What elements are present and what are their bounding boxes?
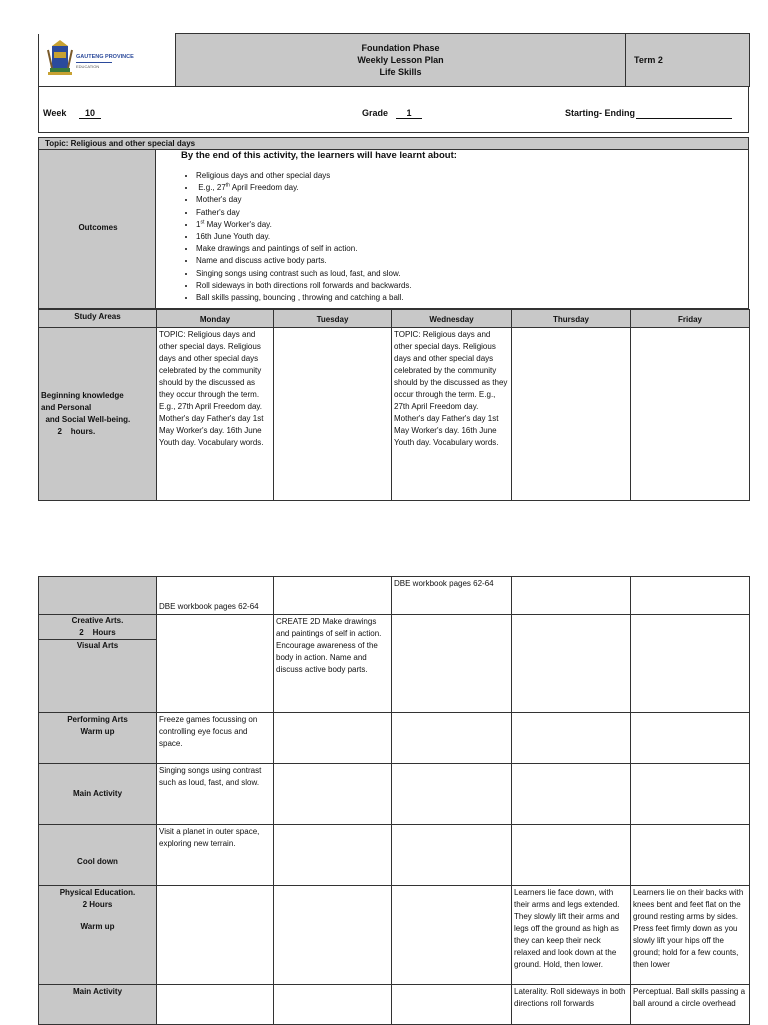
title-line-3: Life Skills — [379, 67, 422, 77]
creative-monday — [157, 615, 274, 713]
cool-down-label: Cool down — [39, 825, 157, 886]
performing-warmup-label: Warm up — [80, 727, 115, 736]
outcome-item: • Make drawings and paintings of self in action. — [196, 243, 748, 255]
starting-ending-label: Starting- Ending — [565, 108, 635, 118]
pe-monday — [157, 886, 274, 985]
bk-label-4: 2 hours. — [53, 427, 96, 436]
bk-wednesday-cell — [392, 328, 512, 501]
bk-monday-text: TOPIC: Religious days and other special days. Religious days and other special days celebrated by the community should by the discussed as they occur through the term. E.g., 27th April Freedom day. Mother's day Father's day 1st May Worker's day. 16th June Youth day. Vocabulary words. — [159, 330, 264, 447]
day-header-tuesday: Tuesday — [274, 310, 392, 328]
outcome-item: • Father's day — [196, 207, 748, 219]
creative-wednesday — [392, 615, 512, 713]
bk-label-1: Beginning knowledge — [41, 391, 124, 400]
starting-ending-blank — [636, 108, 732, 119]
cool-down-monday: Visit a planet in outer space, exploring new terrain. — [157, 825, 274, 886]
grade-value: 1 — [396, 108, 422, 119]
main-activity-2-thursday: Laterality. Roll sideways in both directions roll forwards — [512, 985, 631, 1025]
topic-text: Topic: Religious and other special days — [45, 139, 196, 148]
main-activity-2-friday: Perceptual. Ball skills passing a ball around a circle overhead — [631, 985, 750, 1025]
day-header-thursday: Thursday — [512, 310, 631, 328]
main-activity-thursday — [512, 764, 631, 825]
outcomes-content-cell — [156, 150, 749, 309]
creative-friday — [631, 615, 750, 713]
bk-label-2: and Personal — [41, 403, 92, 412]
day-header-friday: Friday — [631, 310, 750, 328]
logo-subtext: EDUCATION — [76, 64, 100, 69]
week-label: Week — [43, 108, 67, 118]
pe-tuesday — [274, 886, 392, 985]
topic-row — [38, 137, 749, 150]
pe-warmup-label: Warm up — [80, 922, 115, 931]
creative-arts-label: Creative Arts. — [71, 616, 124, 625]
gauteng-logo — [44, 38, 134, 86]
main-activity-wednesday — [392, 764, 512, 825]
logo-line — [76, 62, 112, 63]
pe-label: Physical Education. — [59, 888, 136, 897]
week-row — [38, 87, 749, 133]
outcomes-label-cell — [38, 150, 156, 309]
pe-friday: Learners lie on their backs with knees bent and feet flat on the ground resting arms by sides. Press feet firmly down as you slowly lift your hips off the ground; hold for a few counts, then lower — [631, 886, 750, 985]
cool-down-tuesday — [274, 825, 392, 886]
bk-label-cell — [39, 328, 157, 501]
performing-wednesday — [392, 713, 512, 764]
title-cell — [176, 34, 626, 87]
pe-hours: 2 Hours — [82, 900, 113, 909]
main-activity-monday: Singing songs using contrast such as loud, fast, and slow. — [157, 764, 274, 825]
week-value: 10 — [79, 108, 101, 119]
lesson-plan-table-1 — [38, 33, 750, 87]
study-areas-header: Study Areas — [39, 310, 157, 328]
bk-friday-cell — [631, 328, 750, 501]
outcome-item: • 16th June Youth day. — [196, 231, 748, 243]
bk-label-3: and Social Well-being. — [41, 415, 131, 424]
bk-monday-cell — [157, 328, 274, 501]
t2-row1-friday — [631, 577, 750, 615]
main-activity-label: Main Activity — [39, 764, 157, 825]
bk-tuesday-cell — [274, 328, 392, 501]
outcome-item: • E.g., 27th April Freedom day. — [196, 182, 748, 194]
performing-arts-label: Performing Arts — [67, 715, 128, 724]
performing-friday — [631, 713, 750, 764]
logo-text: GAUTENG PROVINCE — [76, 54, 134, 60]
creative-tuesday: CREATE 2D Make drawings and paintings of self in action. Encourage awareness of the body in action. Name and discuss active body parts. — [274, 615, 392, 713]
bk-wednesday-text: TOPIC: Religious days and other special days. Religious days and other special days celebrated by the community should by the discussed as they occur through the term. E.g., 27th April Freedom day. Mother's day Father's day 1st May Worker's day. 16th June Youth day. Vocabulary words. — [394, 330, 508, 447]
pe-label-cell — [39, 886, 157, 985]
bk-thursday-cell — [512, 328, 631, 501]
main-activity-2-wednesday — [392, 985, 512, 1025]
performing-tuesday — [274, 713, 392, 764]
term-cell — [626, 34, 750, 87]
grade-label: Grade — [362, 108, 389, 118]
creative-arts-hours: 2 Hours — [39, 627, 156, 640]
outcomes-intro: By the end of this activity, the learners will have learnt about: — [181, 150, 457, 161]
lesson-plan-days-table — [38, 309, 750, 501]
main-activity-2-monday — [157, 985, 274, 1025]
performing-arts-label-cell — [39, 713, 157, 764]
outcome-item: • Mother's day — [196, 194, 748, 206]
t2-row1-wednesday: DBE workbook pages 62-64 — [392, 577, 512, 615]
day-header-monday: Monday — [157, 310, 274, 328]
outcomes-label: Outcomes — [78, 223, 118, 232]
cool-down-friday — [631, 825, 750, 886]
t2-row1-thursday — [512, 577, 631, 615]
term-label: Term 2 — [634, 55, 663, 65]
outcome-item: • Ball skills passing, bouncing , throwing and catching a ball. — [196, 292, 748, 304]
creative-arts-label-cell — [39, 615, 157, 713]
main-activity-2-label: Main Activity — [39, 985, 157, 1025]
t2-row1-tuesday — [274, 577, 392, 615]
day-header-wednesday: Wednesday — [392, 310, 512, 328]
main-activity-tuesday — [274, 764, 392, 825]
main-activity-friday — [631, 764, 750, 825]
main-activity-2-tuesday — [274, 985, 392, 1025]
title-line-2: Weekly Lesson Plan — [357, 55, 444, 65]
t2-row1-label — [39, 577, 157, 615]
title-line-1: Foundation Phase — [361, 43, 440, 53]
pe-thursday: Learners lie face down, with their arms and legs extended. They slowly lift their arms and legs off the ground as high as they can keep their neck relaxed and look down at the ground. Hold, then lower. — [512, 886, 631, 985]
performing-monday: Freeze games focussing on controlling eye focus and space. — [157, 713, 274, 764]
t2-row1-monday: DBE workbook pages 62-64 — [157, 577, 274, 615]
performing-thursday — [512, 713, 631, 764]
visual-arts-label: Visual Arts — [76, 641, 119, 650]
outcomes-list — [156, 170, 748, 304]
outcome-item: • Name and discuss active body parts. — [196, 255, 748, 267]
pe-wednesday — [392, 886, 512, 985]
outcome-item: • Religious days and other special days — [196, 170, 748, 182]
outcome-item: • 1st May Worker's day. — [196, 219, 748, 231]
cool-down-wednesday — [392, 825, 512, 886]
outcome-item: • Roll sideways in both directions roll forwards and backwards. — [196, 280, 748, 292]
cool-down-thursday — [512, 825, 631, 886]
outcome-item: • Singing songs using contrast such as loud, fast, and slow. — [196, 268, 748, 280]
creative-thursday — [512, 615, 631, 713]
lesson-plan-table-2 — [38, 576, 750, 1025]
